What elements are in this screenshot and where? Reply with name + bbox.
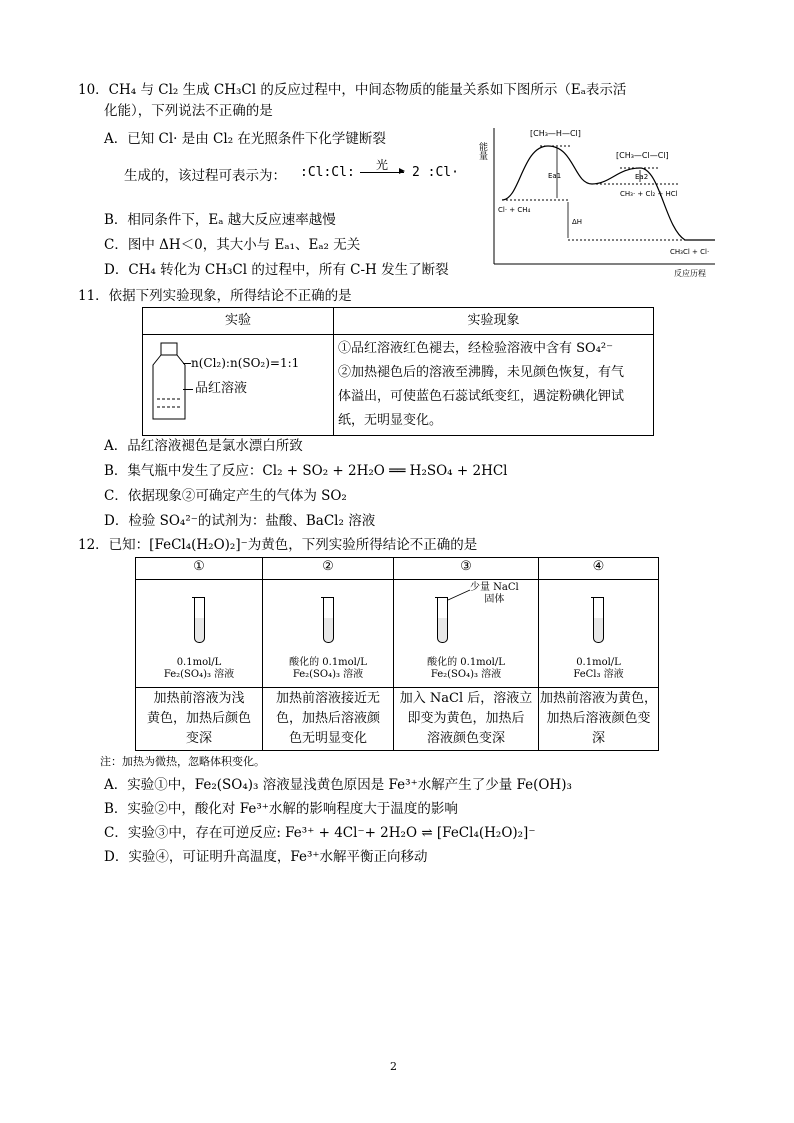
dh-label: ΔH — [572, 218, 583, 226]
q10-option-b: B．相同条件下，Eₐ 越大反应速率越慢 — [104, 212, 336, 228]
q10-light-label: 光 — [375, 158, 388, 172]
q12-result-2: 加热前溶液接近无 色，加热后溶液颜 色无明显变化 — [263, 688, 394, 751]
q10-stem-line1: 10．CH₄ 与 Cl₂ 生成 CH₃Cl 的反应过程中，中间态物质的能量关系如下图所示（Eₐ表示活 — [78, 82, 627, 98]
test-tube-icon — [323, 598, 334, 643]
diagram-ylabel: 能量 — [477, 142, 487, 160]
q11-stem: 11．依据下列实验现象，所得结论不正确的是 — [78, 288, 352, 304]
q11-option-a: A．品红溶液褪色是氯水漂白所致 — [104, 438, 303, 454]
gas-bottle-icon — [149, 341, 189, 423]
q11-option-c: C．依据现象②可确定产生的气体为 SO₂ — [104, 488, 347, 504]
q12-col-2: ② — [263, 558, 394, 580]
q12-col-1: ① — [136, 558, 263, 580]
ts2-label: [CH₃—Cl—Cl] — [616, 151, 669, 160]
q12-table — [135, 557, 659, 751]
page-number: 2 — [390, 1060, 397, 1073]
q11-option-d: D．检验 SO₄²⁻的试剂为：盐酸、BaCl₂ 溶液 — [104, 513, 376, 529]
ts1-label: [CH₃—H—Cl] — [530, 129, 581, 138]
q10-option-d: D．CH₄ 转化为 CH₃Cl 的过程中，所有 C-H 发生了断裂 — [104, 262, 449, 278]
q12-setup-3: 少量 NaCl 固体 酸化的 0.1mol/L Fe₂(SO₄)₃ 溶液 — [394, 580, 539, 688]
q12-option-c: C．实验③中，存在可逆反应: Fe³⁺ + 4Cl⁻+ 2H₂O ⇌ [FeCl₄(H₂O)₂]⁻ — [104, 825, 536, 841]
pointer-line — [446, 588, 472, 602]
q12-note: 注：加热为微热，忽略体积变化。 — [100, 755, 265, 768]
q11-head-exp: 实验 — [143, 308, 334, 335]
q12-setup-4: 0.1mol/L FeCl₃ 溶液 — [539, 580, 659, 688]
intermediate-label: CH₃· + Cl₂ + HCl — [620, 190, 678, 198]
q10-cl2-formula: :Cl:Cl: — [300, 165, 355, 180]
q11-table — [142, 307, 654, 436]
q11-apparatus-cell — [143, 335, 334, 436]
q11-head-obs: 实验现象 — [334, 308, 654, 335]
q11-option-b: B．集气瓶中发生了反应：Cl₂ + SO₂ + 2H₂O ══ H₂SO₄ + 2HCl — [104, 463, 508, 479]
q10-reaction-arrow — [360, 172, 404, 173]
q12-setup-1: 0.1mol/L Fe₂(SO₄)₃ 溶液 — [136, 580, 263, 688]
q11-obs-2a: ②加热褪色后的溶液至沸腾，未见颜色恢复，有气 — [338, 365, 625, 380]
q11-solution-label: 品红溶液 — [195, 381, 248, 396]
q12-result-1: 加热前溶液为浅 黄色，加热后颜色 变深 — [136, 688, 263, 751]
product-label: CH₃Cl + Cl· — [670, 248, 710, 256]
arrow-head-icon — [399, 168, 405, 174]
q12-added-reagent: 少量 NaCl — [470, 582, 519, 593]
q11-obs-2b: 体溢出，可使蓝色石蕊试纸变红，遇淀粉碘化钾试 — [338, 389, 625, 404]
q12-col-3: ③ — [394, 558, 539, 580]
q10-option-c: C．图中 ΔH＜0，其大小与 Eₐ₁、Eₐ₂ 无关 — [104, 237, 361, 253]
q12-result-3: 加入 NaCl 后，溶液立 即变为黄色，加热后 溶液颜色变深 — [394, 688, 539, 751]
q12-option-b: B．实验②中，酸化对 Fe³⁺水解的影响程度大于温度的影响 — [104, 801, 458, 817]
q11-obs-1: ①品红溶液红色褪去，经检验溶液中含有 SO₄²⁻ — [338, 341, 613, 356]
test-tube-icon — [194, 598, 205, 643]
q11-observations — [334, 335, 654, 436]
ea2-label: Ea2 — [635, 173, 649, 181]
test-tube-icon — [437, 598, 448, 643]
diagram-xlabel: 反应历程 — [674, 269, 706, 278]
test-tube-icon — [593, 598, 604, 643]
q10-option-a-cont: 生成的，该过程可表示为： — [124, 168, 286, 184]
q10-energy-diagram — [477, 118, 720, 278]
q12-col-4: ④ — [539, 558, 659, 580]
reactant-label: Cl· + CH₄ — [498, 206, 531, 214]
q12-setup-2: 酸化的 0.1mol/L Fe₂(SO₄)₃ 溶液 — [263, 580, 394, 688]
q11-ratio-label: n(Cl₂):n(SO₂)=1:1 — [191, 356, 300, 370]
q12-result-4: 加热前溶液为黄色， 加热后溶液颜色变 深 — [539, 688, 659, 751]
q10-stem-line2: 化能），下列说法不正确的是 — [104, 103, 273, 119]
q11-obs-2c: 纸，无明显变化。 — [338, 413, 443, 428]
q12-option-a: A．实验①中，Fe₂(SO₄)₃ 溶液显浅黄色原因是 Fe³⁺水解产生了少量 Fe(OH)₃ — [104, 777, 572, 793]
ea1-label: Ea1 — [548, 172, 562, 180]
q12-option-d: D．实验④，可证明升高温度，Fe³⁺水解平衡正向移动 — [104, 849, 428, 865]
energy-curve — [502, 146, 715, 240]
q10-option-a: A．已知 Cl· 是由 Cl₂ 在光照条件下化学键断裂 — [104, 131, 386, 147]
q10-cl-radical: 2 :Cl· — [412, 165, 459, 180]
q12-stem: 12．已知：[FeCl₄(H₂O)₂]⁻为黄色，下列实验所得结论不正确的是 — [78, 537, 478, 553]
